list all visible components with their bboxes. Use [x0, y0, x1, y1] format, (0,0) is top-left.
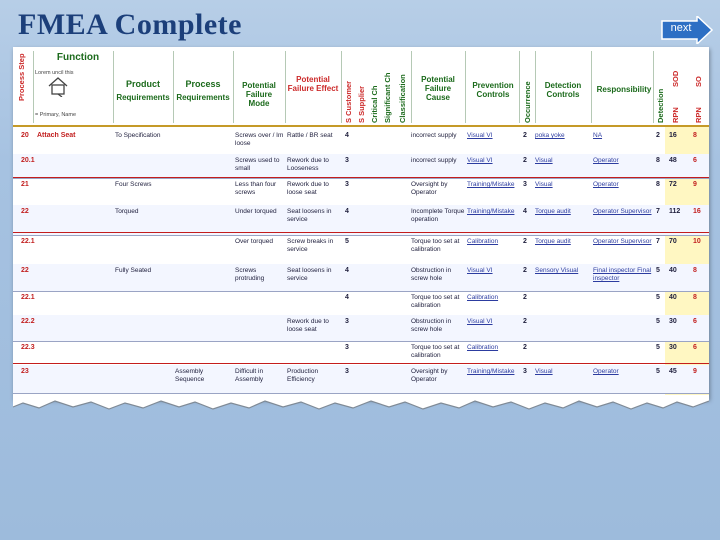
- divider: [535, 51, 536, 123]
- header-responsibility: Responsibility: [596, 85, 652, 94]
- group-separator: [13, 232, 709, 233]
- fmea-header: [13, 47, 709, 127]
- cell-process: Assembly Sequence: [175, 368, 205, 383]
- cell-resp: Operator: [593, 368, 619, 375]
- header-so: SO: [694, 76, 703, 87]
- cell-mode: [235, 344, 285, 364]
- cell-product: [115, 368, 171, 392]
- cell-occ: 2: [523, 238, 527, 245]
- cell-product: [115, 294, 171, 314]
- cell-resp: [593, 318, 653, 340]
- cell-sev: 3: [345, 181, 349, 188]
- cell-detection-ctrl: [535, 318, 591, 340]
- header-s-supplier: S Supplier: [357, 85, 366, 123]
- cell-prevention: Calibration: [467, 238, 499, 245]
- cell-resp: [593, 344, 653, 364]
- cell-product: Fully Seated: [115, 267, 152, 274]
- divider: [341, 51, 342, 123]
- cell-step: 22.1: [21, 294, 35, 301]
- header-classification: Classification: [398, 74, 407, 123]
- fmea-sheet: [13, 47, 709, 399]
- cell-effect: Rework due to loose seat: [287, 181, 329, 196]
- cell-function: [37, 344, 111, 364]
- cell-occ: 2: [523, 157, 527, 164]
- cell-process: [175, 344, 231, 364]
- divider: [411, 51, 412, 123]
- table-row: [13, 291, 709, 316]
- divider: [591, 51, 592, 123]
- cell-occ: 4: [523, 208, 527, 215]
- cell-effect: [287, 294, 341, 314]
- cell-det: 5: [656, 294, 660, 301]
- header-failure-effect: Potential Failure Effect: [287, 75, 339, 93]
- divider: [519, 51, 520, 123]
- cell-rpn: 40: [669, 294, 677, 301]
- header-occurrence: Occurrence: [523, 81, 532, 123]
- header-function: Function: [56, 52, 100, 63]
- cell-resp: [593, 294, 653, 314]
- cell-product: [115, 238, 171, 263]
- cell-occ: 2: [523, 344, 527, 351]
- cell-effect: Production Efficiency: [287, 368, 319, 383]
- cell-detection-ctrl: [535, 344, 591, 364]
- cell-sev: 4: [345, 132, 349, 139]
- cell-function: [37, 318, 111, 340]
- header-rule: [13, 125, 709, 127]
- cell-occ: 2: [523, 267, 527, 274]
- cell-detection-ctrl: [535, 294, 591, 314]
- cell-cause: Obstruction in screw hole: [411, 267, 452, 282]
- cell-function: [37, 368, 111, 392]
- slide-title: FMEA Complete: [18, 8, 242, 41]
- divider: [233, 51, 234, 123]
- header-rpn-2: RPN: [694, 107, 703, 123]
- cell-cause: Torque too set at calibration: [411, 238, 460, 253]
- cell-cause: incorrect supply: [411, 132, 457, 139]
- cell-step: 22: [21, 267, 29, 274]
- cell-mode: Screws protruding: [235, 267, 265, 282]
- cell-step: 20: [21, 132, 29, 139]
- cell-product: [115, 318, 171, 340]
- cell-prevention: Training/Mistake: [467, 208, 515, 215]
- cell-so: 6: [693, 318, 697, 325]
- cell-so: 16: [693, 208, 701, 215]
- cell-rpn: 112: [669, 208, 681, 215]
- header-function-sub: Lorem uncil this: [35, 70, 74, 76]
- cell-det: 2: [656, 132, 660, 139]
- cell-sev: 4: [345, 294, 349, 301]
- cell-function: Attach Seat: [37, 132, 76, 139]
- cell-mode: Under torqued: [235, 208, 277, 215]
- cell-sev: 4: [345, 267, 349, 274]
- cell-mode: Less than four screws: [235, 181, 277, 196]
- next-label: next: [670, 22, 692, 34]
- header-function-sub-bottom: = Primary, Name: [35, 112, 77, 118]
- cell-sev: 3: [345, 368, 349, 375]
- cell-occ: 2: [523, 318, 527, 325]
- cell-det: 5: [656, 368, 660, 375]
- cell-function: [37, 267, 111, 290]
- cell-mode: [235, 318, 285, 340]
- cell-rpn: 48: [669, 157, 677, 164]
- cell-so: 9: [693, 368, 697, 375]
- cell-effect: Screw breaks in service: [287, 238, 334, 253]
- header-detection-controls: Detection Controls: [544, 81, 582, 99]
- cell-occ: 3: [523, 181, 527, 188]
- cell-process: [175, 132, 231, 153]
- cell-step: 22: [21, 208, 29, 215]
- divider: [33, 51, 34, 123]
- cell-sev: 3: [345, 157, 349, 164]
- cell-cause: Torque too set at calibration: [411, 344, 460, 359]
- cell-so: 6: [693, 157, 697, 164]
- cell-sev: 4: [345, 208, 349, 215]
- cell-so: 8: [693, 294, 697, 301]
- cell-process: [175, 267, 231, 290]
- cell-det: 5: [656, 267, 660, 274]
- cell-effect: Rework due to loose seat: [287, 318, 329, 333]
- divider: [113, 51, 114, 123]
- table-row: [13, 178, 709, 206]
- cell-prevention: Visual VI: [467, 267, 493, 274]
- cell-resp: Final inspector Final inspector: [593, 267, 652, 282]
- cell-rpn: 16: [669, 132, 677, 139]
- cell-process: [175, 318, 231, 340]
- cell-occ: 2: [523, 294, 527, 301]
- group-separator: [13, 177, 709, 178]
- cell-cause: incorrect supply: [411, 157, 457, 164]
- cell-detection-ctrl: Torque audit: [535, 238, 571, 245]
- table-row: [13, 264, 709, 292]
- cell-det: 5: [656, 344, 660, 351]
- cell-resp: Operator Supervisor: [593, 238, 652, 245]
- cell-detection-ctrl: Torque audit: [535, 208, 571, 215]
- header-process-sub: Requirements: [176, 93, 230, 102]
- divider: [173, 51, 174, 123]
- cell-resp: NA: [593, 132, 603, 139]
- cell-process: [175, 157, 231, 177]
- cell-effect: Rework due to Looseness: [287, 157, 329, 172]
- cell-resp: Operator: [593, 181, 619, 188]
- cell-prevention: Visual VI: [467, 157, 493, 164]
- table-row: [13, 235, 709, 265]
- cell-cause: Oversight by Operator: [411, 181, 448, 196]
- cell-det: 5: [656, 318, 660, 325]
- header-failure-cause: Potential Failure Cause: [421, 75, 455, 102]
- cell-det: 8: [656, 157, 660, 164]
- next-button[interactable]: [661, 16, 713, 44]
- cell-cause: Oversight by Operator: [411, 368, 448, 383]
- header-product: Product: [125, 79, 160, 89]
- cell-step: 22.1: [21, 238, 35, 245]
- cell-resp: Operator: [593, 157, 619, 164]
- divider: [285, 51, 286, 123]
- header-failure-mode: Potential Failure Mode: [242, 81, 276, 108]
- cell-product: [115, 157, 171, 177]
- cell-prevention: Calibration: [467, 294, 499, 301]
- cell-function: [37, 157, 111, 177]
- cell-detection-ctrl: poka yoke: [535, 132, 565, 139]
- cell-mode: Screws over / Im loose: [235, 132, 284, 147]
- cell-so: 9: [693, 181, 697, 188]
- cell-cause: Obstruction in screw hole: [411, 318, 452, 333]
- cell-sev: 3: [345, 318, 349, 325]
- cell-mode: [235, 294, 285, 314]
- cell-so: 6: [693, 344, 697, 351]
- cell-product: Torqued: [115, 208, 139, 215]
- cell-det: 8: [656, 181, 660, 188]
- table-row: [13, 129, 709, 155]
- group-separator: [13, 363, 709, 364]
- header-sod: SOD: [671, 70, 680, 87]
- cell-prevention: Visual VI: [467, 318, 493, 325]
- header-s-customer: S Customer: [344, 80, 353, 123]
- cell-rpn: 40: [669, 267, 677, 274]
- cell-det: 7: [656, 208, 660, 215]
- table-row: [13, 365, 709, 394]
- cell-prevention: Training/Mistake: [467, 368, 515, 375]
- header-product-sub: Requirements: [116, 93, 170, 102]
- cell-product: To Specification: [115, 132, 161, 139]
- cell-step: 20.1: [21, 157, 35, 164]
- cell-prevention: Visual VI: [467, 132, 493, 139]
- cell-rpn: 72: [669, 181, 677, 188]
- cell-effect: Seat loosens in service: [287, 208, 332, 223]
- cell-detection-ctrl: Visual: [535, 368, 553, 375]
- cell-rpn: 45: [669, 368, 677, 375]
- header-process: Process: [185, 79, 221, 89]
- cell-rpn: 70: [669, 238, 677, 245]
- cell-effect: [287, 344, 341, 364]
- cell-cause: Incomplete Torque operation: [411, 208, 465, 223]
- cell-so: 8: [693, 267, 697, 274]
- header-critical-ch: Critical Ch: [370, 85, 379, 123]
- cell-det: 7: [656, 238, 660, 245]
- table-row: [13, 154, 709, 179]
- header-process-step: Process Step: [17, 53, 26, 101]
- cell-sev: 5: [345, 238, 349, 245]
- cell-mode: Screws used to small: [235, 157, 280, 172]
- cell-prevention: Training/Mistake: [467, 181, 515, 188]
- cell-step: 21: [21, 181, 29, 188]
- cell-function: [37, 181, 111, 204]
- header-prevention: Prevention Controls: [472, 81, 514, 99]
- cell-detection-ctrl: Sensory Visual: [535, 267, 579, 274]
- cell-cause: Torque too set at calibration: [411, 294, 460, 309]
- cell-function: [37, 294, 111, 314]
- header-detection: Detection: [656, 88, 665, 123]
- cell-product: Four Screws: [115, 181, 152, 188]
- header-significant-ch: Significant Ch: [383, 72, 392, 123]
- cell-process: [175, 181, 231, 204]
- cell-mode: Difficult in Assembly: [235, 368, 264, 383]
- table-row: [13, 315, 709, 342]
- cell-effect: Seat loosens in service: [287, 267, 332, 282]
- cell-function: [37, 208, 111, 234]
- cell-step: 22.3: [21, 344, 35, 351]
- torn-edge: [13, 395, 709, 413]
- cell-rpn: 30: [669, 318, 677, 325]
- cell-step: 23: [21, 368, 29, 375]
- cell-process: [175, 208, 231, 234]
- cell-effect: Rattle / BR seat: [287, 132, 333, 139]
- divider: [653, 51, 654, 123]
- cell-so: 10: [693, 238, 701, 245]
- cell-detection-ctrl: Visual: [535, 181, 553, 188]
- cell-step: 22.2: [21, 318, 35, 325]
- cell-prevention: Calibration: [467, 344, 499, 351]
- cell-function: [37, 238, 111, 263]
- header-rpn: RPN: [671, 107, 680, 123]
- house-icon: [47, 75, 69, 97]
- cell-product: [115, 344, 171, 364]
- cell-process: [175, 238, 231, 263]
- cell-mode: Over torqued: [235, 238, 273, 245]
- cell-sev: 3: [345, 344, 349, 351]
- cell-detection-ctrl: Visual: [535, 157, 553, 164]
- cell-process: [175, 294, 231, 314]
- divider: [465, 51, 466, 123]
- cell-so: 8: [693, 132, 697, 139]
- cell-occ: 2: [523, 132, 527, 139]
- cell-rpn: 30: [669, 344, 677, 351]
- cell-resp: Operator Supervisor: [593, 208, 652, 215]
- cell-occ: 3: [523, 368, 527, 375]
